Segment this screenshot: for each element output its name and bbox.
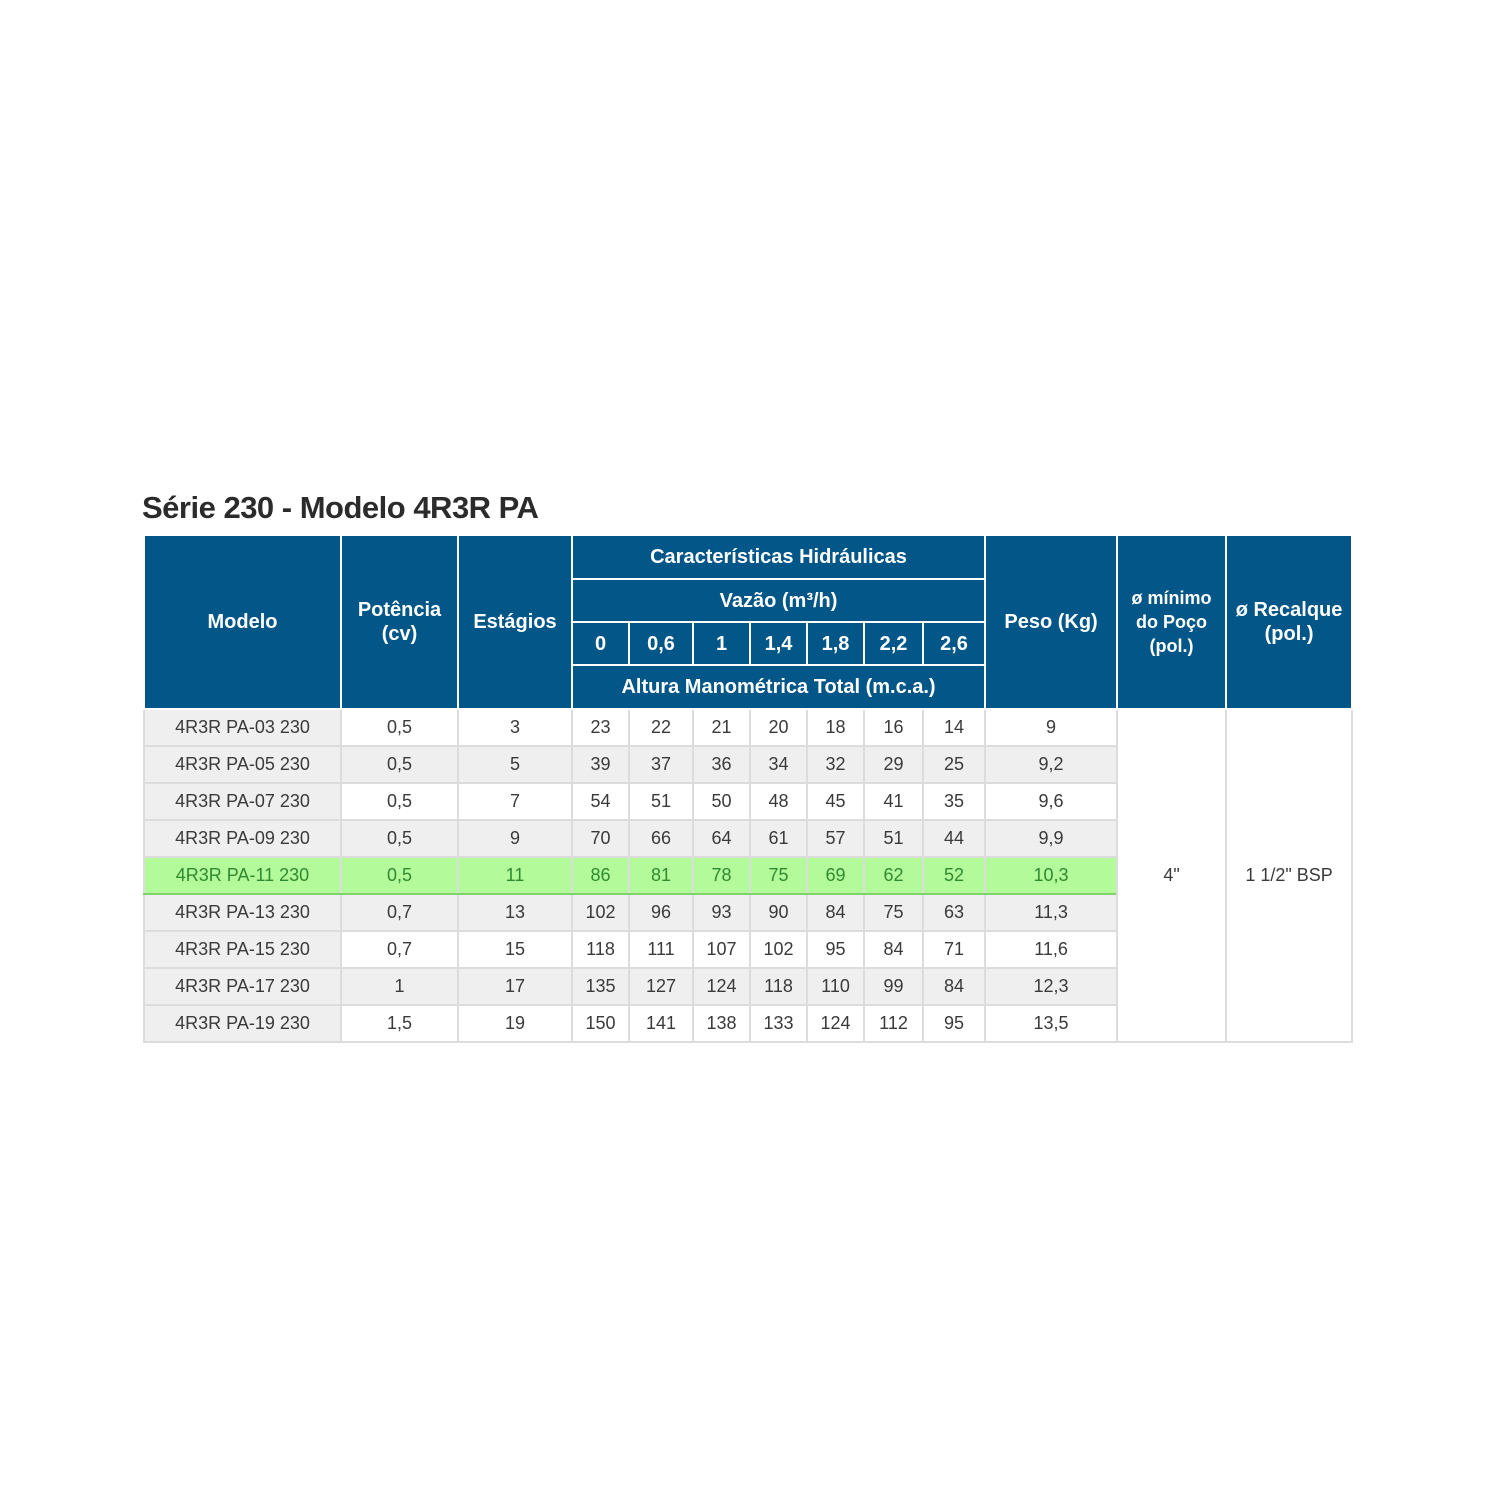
cell-estagios: 9: [458, 820, 572, 857]
cell-altura: 102: [750, 931, 807, 968]
cell-altura: 70: [572, 820, 629, 857]
cell-min-poco: 4": [1117, 709, 1226, 1042]
cell-peso: 9,2: [985, 746, 1117, 783]
cell-altura: 90: [750, 894, 807, 931]
cell-potencia: 0,5: [341, 709, 458, 746]
cell-potencia: 0,5: [341, 820, 458, 857]
cell-peso: 11,6: [985, 931, 1117, 968]
header-altura: Altura Manométrica Total (m.c.a.): [572, 665, 985, 709]
cell-recalque: 1 1/2" BSP: [1226, 709, 1352, 1042]
cell-altura: 71: [923, 931, 985, 968]
cell-potencia: 1: [341, 968, 458, 1005]
cell-altura: 35: [923, 783, 985, 820]
cell-peso: 9: [985, 709, 1117, 746]
cell-altura: 66: [629, 820, 693, 857]
flow-value: 1,4: [750, 622, 807, 665]
flow-value: 0: [572, 622, 629, 665]
cell-altura: 118: [572, 931, 629, 968]
cell-altura: 93: [693, 894, 750, 931]
cell-altura: 86: [572, 857, 629, 894]
cell-estagios: 3: [458, 709, 572, 746]
cell-estagios: 13: [458, 894, 572, 931]
flow-value: 1,8: [807, 622, 864, 665]
header-min-poco: ø mínimo do Poço (pol.): [1117, 535, 1226, 709]
cell-altura: 141: [629, 1005, 693, 1042]
cell-potencia: 0,5: [341, 857, 458, 894]
cell-altura: 21: [693, 709, 750, 746]
header-modelo: Modelo: [144, 535, 341, 709]
table-row: [144, 709, 1352, 746]
cell-altura: 64: [693, 820, 750, 857]
cell-altura: 75: [750, 857, 807, 894]
cell-peso: 10,3: [985, 857, 1117, 894]
cell-altura: 135: [572, 968, 629, 1005]
cell-modelo: 4R3R PA-15 230: [144, 931, 341, 968]
cell-altura: 39: [572, 746, 629, 783]
cell-altura: 69: [807, 857, 864, 894]
cell-altura: 52: [923, 857, 985, 894]
cell-altura: 61: [750, 820, 807, 857]
cell-modelo: 4R3R PA-09 230: [144, 820, 341, 857]
flow-value: 2,6: [923, 622, 985, 665]
cell-altura: 110: [807, 968, 864, 1005]
header-peso: Peso (Kg): [985, 535, 1117, 709]
cell-altura: 34: [750, 746, 807, 783]
cell-altura: 18: [807, 709, 864, 746]
cell-potencia: 0,7: [341, 931, 458, 968]
cell-altura: 45: [807, 783, 864, 820]
header-caracteristicas: Características Hidráulicas: [572, 535, 985, 579]
cell-altura: 14: [923, 709, 985, 746]
cell-altura: 32: [807, 746, 864, 783]
cell-altura: 124: [807, 1005, 864, 1042]
cell-peso: 9,6: [985, 783, 1117, 820]
cell-potencia: 1,5: [341, 1005, 458, 1042]
cell-altura: 81: [629, 857, 693, 894]
flow-value: 1: [693, 622, 750, 665]
cell-altura: 112: [864, 1005, 923, 1042]
page-title: Série 230 - Modelo 4R3R PA: [142, 490, 539, 525]
cell-modelo: 4R3R PA-05 230: [144, 746, 341, 783]
cell-altura: 44: [923, 820, 985, 857]
cell-potencia: 0,7: [341, 894, 458, 931]
cell-estagios: 19: [458, 1005, 572, 1042]
cell-altura: 102: [572, 894, 629, 931]
flow-value: 0,6: [629, 622, 693, 665]
cell-modelo: 4R3R PA-17 230: [144, 968, 341, 1005]
cell-altura: 133: [750, 1005, 807, 1042]
cell-altura: 84: [923, 968, 985, 1005]
cell-altura: 16: [864, 709, 923, 746]
cell-altura: 84: [807, 894, 864, 931]
table-header: [144, 535, 1352, 709]
cell-peso: 9,9: [985, 820, 1117, 857]
pump-spec-table: [143, 534, 1353, 1043]
cell-peso: 11,3: [985, 894, 1117, 931]
cell-altura: 51: [864, 820, 923, 857]
cell-altura: 95: [807, 931, 864, 968]
cell-altura: 50: [693, 783, 750, 820]
header-vazao: Vazão (m³/h): [572, 579, 985, 622]
cell-altura: 48: [750, 783, 807, 820]
cell-modelo: 4R3R PA-03 230: [144, 709, 341, 746]
cell-estagios: 7: [458, 783, 572, 820]
cell-altura: 36: [693, 746, 750, 783]
cell-altura: 62: [864, 857, 923, 894]
cell-altura: 57: [807, 820, 864, 857]
cell-estagios: 5: [458, 746, 572, 783]
cell-potencia: 0,5: [341, 783, 458, 820]
cell-altura: 22: [629, 709, 693, 746]
cell-altura: 124: [693, 968, 750, 1005]
cell-modelo: 4R3R PA-11 230: [144, 857, 341, 894]
cell-modelo: 4R3R PA-19 230: [144, 1005, 341, 1042]
header-estagios: Estágios: [458, 535, 572, 709]
cell-peso: 13,5: [985, 1005, 1117, 1042]
cell-peso: 12,3: [985, 968, 1117, 1005]
cell-altura: 107: [693, 931, 750, 968]
cell-altura: 41: [864, 783, 923, 820]
cell-altura: 63: [923, 894, 985, 931]
cell-altura: 118: [750, 968, 807, 1005]
cell-estagios: 17: [458, 968, 572, 1005]
cell-altura: 138: [693, 1005, 750, 1042]
cell-estagios: 15: [458, 931, 572, 968]
flow-value: 2,2: [864, 622, 923, 665]
cell-altura: 51: [629, 783, 693, 820]
cell-altura: 150: [572, 1005, 629, 1042]
cell-altura: 78: [693, 857, 750, 894]
cell-altura: 23: [572, 709, 629, 746]
cell-altura: 111: [629, 931, 693, 968]
cell-altura: 75: [864, 894, 923, 931]
cell-altura: 95: [923, 1005, 985, 1042]
cell-altura: 84: [864, 931, 923, 968]
cell-estagios: 11: [458, 857, 572, 894]
cell-altura: 99: [864, 968, 923, 1005]
cell-altura: 25: [923, 746, 985, 783]
cell-altura: 96: [629, 894, 693, 931]
cell-altura: 20: [750, 709, 807, 746]
cell-modelo: 4R3R PA-07 230: [144, 783, 341, 820]
table-body: [144, 709, 1352, 1042]
header-recalque: ø Recalque (pol.): [1226, 535, 1352, 709]
header-potencia: Potência (cv): [341, 535, 458, 709]
cell-altura: 29: [864, 746, 923, 783]
cell-modelo: 4R3R PA-13 230: [144, 894, 341, 931]
cell-potencia: 0,5: [341, 746, 458, 783]
cell-altura: 127: [629, 968, 693, 1005]
cell-altura: 54: [572, 783, 629, 820]
cell-altura: 37: [629, 746, 693, 783]
